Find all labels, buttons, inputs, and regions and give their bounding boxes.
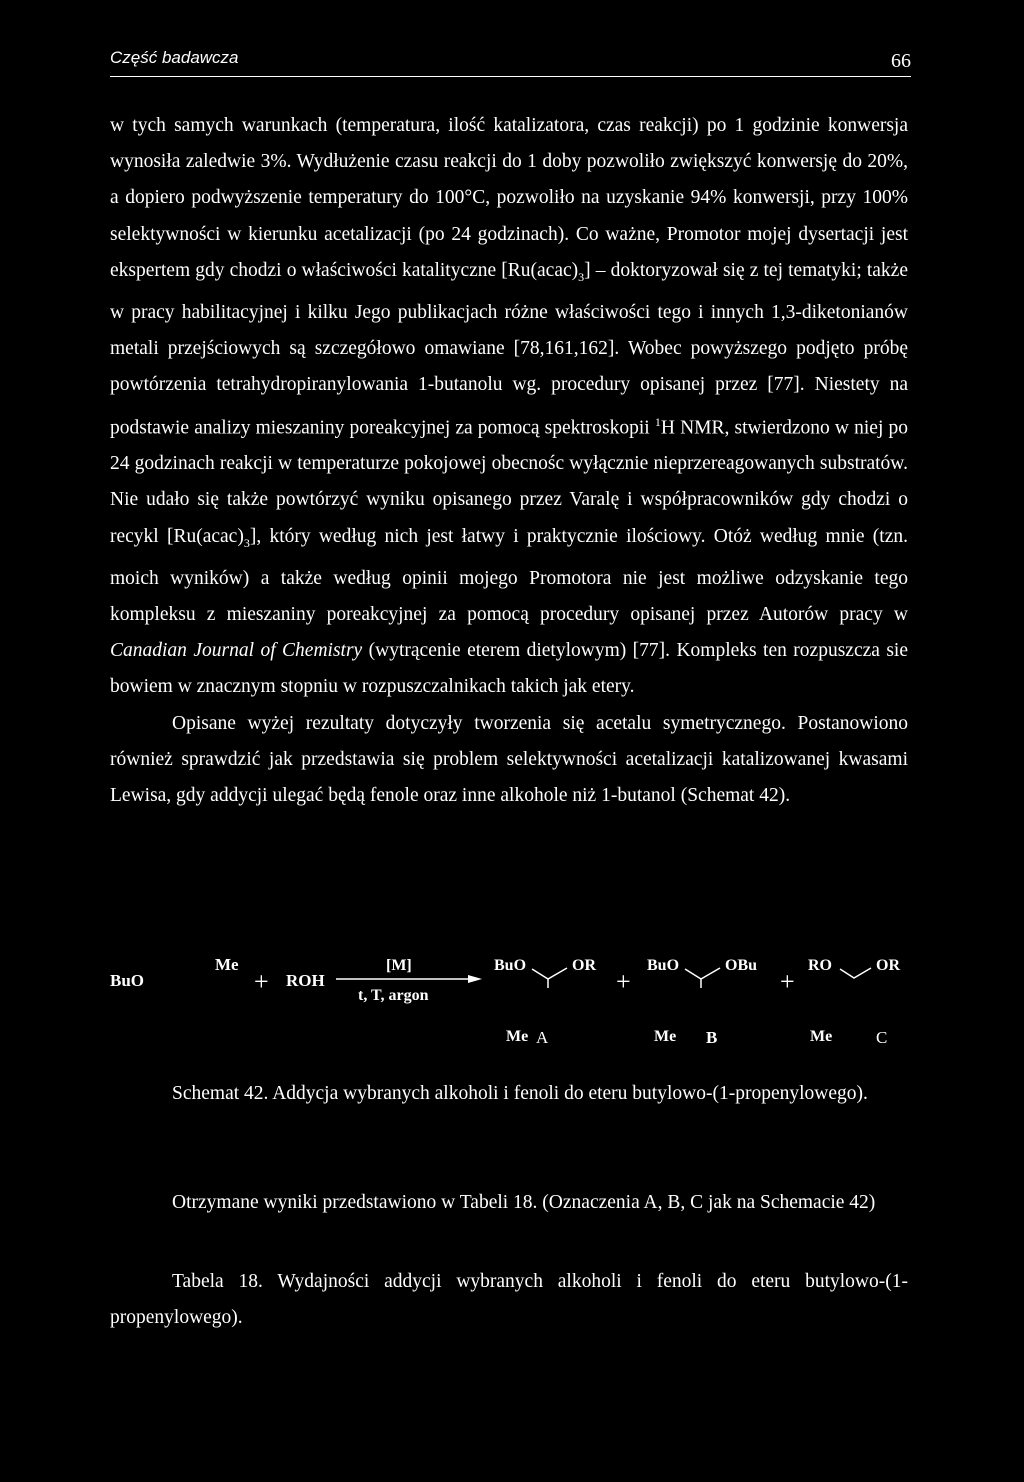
scheme-arrow-bottom: t, T, argon (358, 987, 429, 1004)
scheme-reactant1: BuO (110, 971, 145, 990)
scheme-prodC-bond (840, 968, 871, 978)
scheme-prodB-right: OBu (725, 957, 758, 974)
scheme-arrow-top: [M] (386, 957, 412, 974)
journal-name: Canadian Journal of Chemistry (110, 640, 363, 662)
scheme-prodC-label: C (876, 1028, 888, 1047)
scheme-prodB-left: BuO (647, 957, 680, 974)
results-paragraph: Otrzymane wyniki przedstawiono w Tabeli 18. (Oznaczenia A, B, C jak na Schemacie 42) (172, 1192, 876, 1213)
scheme-prodA-bond (532, 968, 567, 979)
section-title: Część badawcza (110, 48, 239, 67)
scheme-plus-3: + (780, 967, 795, 996)
scheme-prodC-left: RO (808, 957, 832, 974)
scheme-prodA-me: Me (506, 1028, 529, 1045)
scheme-arrow-head (468, 975, 482, 983)
scheme-prodC-me: Me (810, 1028, 833, 1045)
header-rule (110, 76, 911, 77)
paragraph-1: w tych samych warunkach (temperatura, ilość katalizatora, czas reakcji) po 1 godzinie konwersja wynosiła zaledwie 3%. Wydłużenie czasu reakcji do 1 doby pozwoliło zwiększyć konwersję do 20%, a dopiero podwyższenie temperatury do 100°C, pozwoliło na uzyskanie 94% konwersji, przy 100% selektywności w kierunku acetalizacji (po 24 godzinach). Co ważne, Promotor mojej dysertacji jest ekspertem gdy chodzi o właściwości katalityczne $[Ru(acac)_3]$ – doktoryzował się z tej tematyki; także w pracy habilitacyjnej i kilku Jego publikacjach różne właściwości tego i innych 1,3-diketonianów metali przejściowych są szczegółowo omawiane [78,161,162]. Wobec powyższego podjęto próbę powtórzenia tetrahydropiranylowania 1-butanolu wg. procedury opisanej przez [77]. Niestety na podstawie analizy mieszaniny poreakcyjnej za pomocą spektroskopii $^1$H NMR, stwierdzono w niej po 24 godzinach reakcji w temperaturze pokojowej obecnośc wyłącznie nieprzereagowanych substratów. Nie udało się także powtórzyć wyniku opisanego przez Varalę i współpracowników gdy chodzi o recykl $[Ru(acac)_3]$, który według nich jest łatwy i praktycznie ilościowy. Otóż według mnie (tzn. moich wyników) a także według opinii mojego Promotora nie jest możliwe odzyskanie tego kompleksu z mieszaniny poreakcyjnej za pomocą procedury opisanej przez Autorów pracy w Canadian Journal of Chemistry (wytrącenie eterem dietylowym) [77]. Kompleks ten rozpuszcza sie bowiem w znacznym stopniu w rozpuszczalnikach takich jak etery. (110, 115, 908, 698)
scheme-reactant1-me: Me (215, 955, 239, 974)
body-text (110, 108, 908, 814)
scheme-plus-2: + (616, 967, 631, 996)
page-number: 66 (891, 50, 911, 72)
superscript-1: 1 (654, 414, 661, 429)
scheme-prodB-bond (685, 968, 720, 979)
scheme-prodA-label: A (536, 1028, 549, 1047)
scheme-reactant2: ROH (286, 971, 325, 990)
paragraph-2: Opisane wyżej rezultaty dotyczyły tworzenia się acetalu symetrycznego. Postanowiono również sprawdzić jak przedstawia się problem selektywności acetalizacji katalizowanej kwasami Lewisa, gdy addycji ulegać będą fenole oraz inne alkohole niż 1-butanol (Schemat 42). (110, 712, 908, 806)
scheme-prodB-me: Me (654, 1028, 677, 1045)
scheme-prodA-right: OR (572, 957, 596, 974)
scheme-prodA-left: BuO (494, 957, 527, 974)
scheme-plus-1: + (254, 967, 269, 996)
reaction-scheme (108, 948, 908, 1058)
subscript-3: 3 (578, 269, 585, 284)
scheme-drawing (108, 948, 908, 1058)
scheme-caption: Schemat 42. Addycja wybranych alkoholi i fenoli do eteru butylowo-(1-propenylowego). (172, 1083, 868, 1104)
table-caption: Tabela 18. Wydajności addycji wybranych alkoholi i fenoli do eteru butylowo-(1-propenylowego). (110, 1271, 908, 1329)
scheme-prodC-right: OR (876, 957, 900, 974)
page-header (110, 48, 911, 78)
scheme-prodB-label: B (706, 1028, 718, 1047)
subscript-3: 3 (243, 535, 250, 550)
